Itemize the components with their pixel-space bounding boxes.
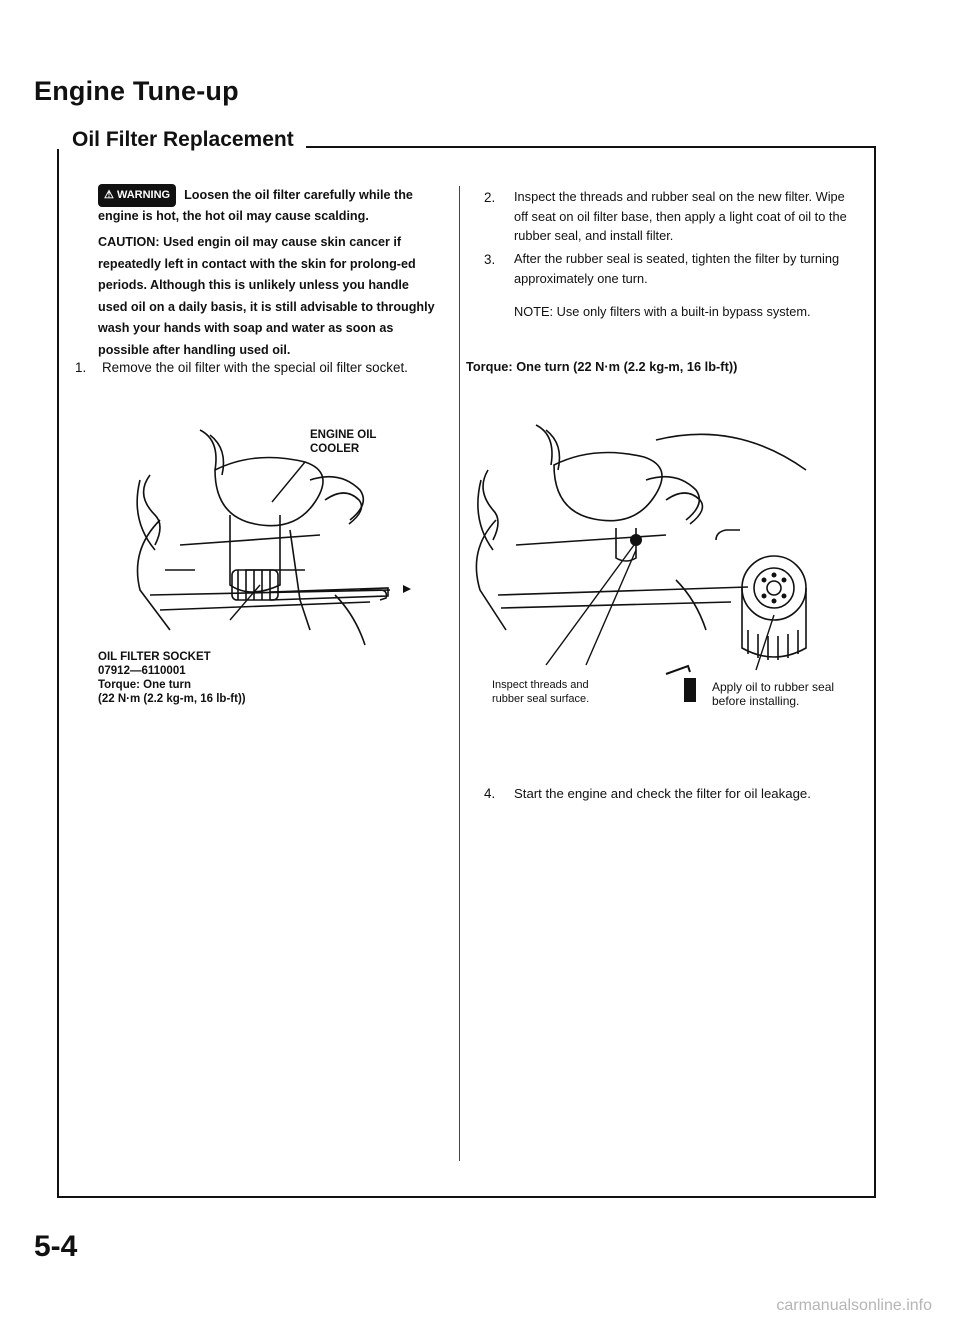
oil-can-icon <box>664 664 698 704</box>
apply-oil-label: Apply oil to rubber seal before installing. <box>712 680 835 708</box>
step3-text: After the rubber seal is seated, tighten the filter by turning approximately one turn. <box>514 251 840 286</box>
page-number: 5-4 <box>34 1230 78 1263</box>
page-title: Engine Tune-up <box>34 76 239 106</box>
engine-oil-cooler-label: ENGINE OIL COOLER <box>310 429 377 455</box>
column-divider <box>459 186 460 1161</box>
torque-spec: Torque: One turn (22 N·m (2.2 kg-m, 16 lb-ft)) <box>466 359 738 374</box>
section-title: Oil Filter Replacement <box>68 128 298 152</box>
caution-label: CAUTION: <box>98 235 160 249</box>
caution-text: Used engin oil may cause skin cancer if repeatedly left in contact with the skin for prolong-ed periods. Although this is unlikely unless you handle used oil on a daily basis, it is still advisable to throughly wash your hands with soap and water as soon as possible after handling used oil. <box>98 235 435 357</box>
oil-filter-socket-label: OIL FILTER SOCKET 07912—6110001 Torque: One turn (22 N·m (2.2 kg-m, 16 lb-ft)) <box>98 651 246 705</box>
warning-icon: ⚠ <box>104 189 114 201</box>
step4-text: Start the engine and check the filter for oil leakage. <box>514 786 811 801</box>
note-text: NOTE: Use only filters with a built-in bypass system. <box>514 304 811 319</box>
step1-text: Remove the oil filter with the special oil filter socket. <box>102 360 408 375</box>
figure-oil-filter-install <box>476 420 836 680</box>
warning-paragraph <box>98 184 438 226</box>
step4-number: 4. <box>484 786 496 801</box>
step2-number: 2. <box>484 190 496 205</box>
caution-paragraph <box>98 232 436 361</box>
warning-badge: ⚠ WARNING <box>98 184 176 207</box>
step1-number: 1. <box>75 360 87 375</box>
watermark: carmanualsonline.info <box>776 1297 932 1314</box>
warning-text: Loosen the oil filter carefully while the engine is hot, the hot oil may cause scalding. <box>98 188 413 223</box>
step3-number: 3. <box>484 252 496 267</box>
step2-text: Inspect the threads and rubber seal on the new filter. Wipe off seat on oil filter base, then apply a light coat of oil to the rubber seal, and install filter. <box>514 189 847 243</box>
inspect-threads-label: Inspect threads and rubber seal surface. <box>492 679 590 705</box>
